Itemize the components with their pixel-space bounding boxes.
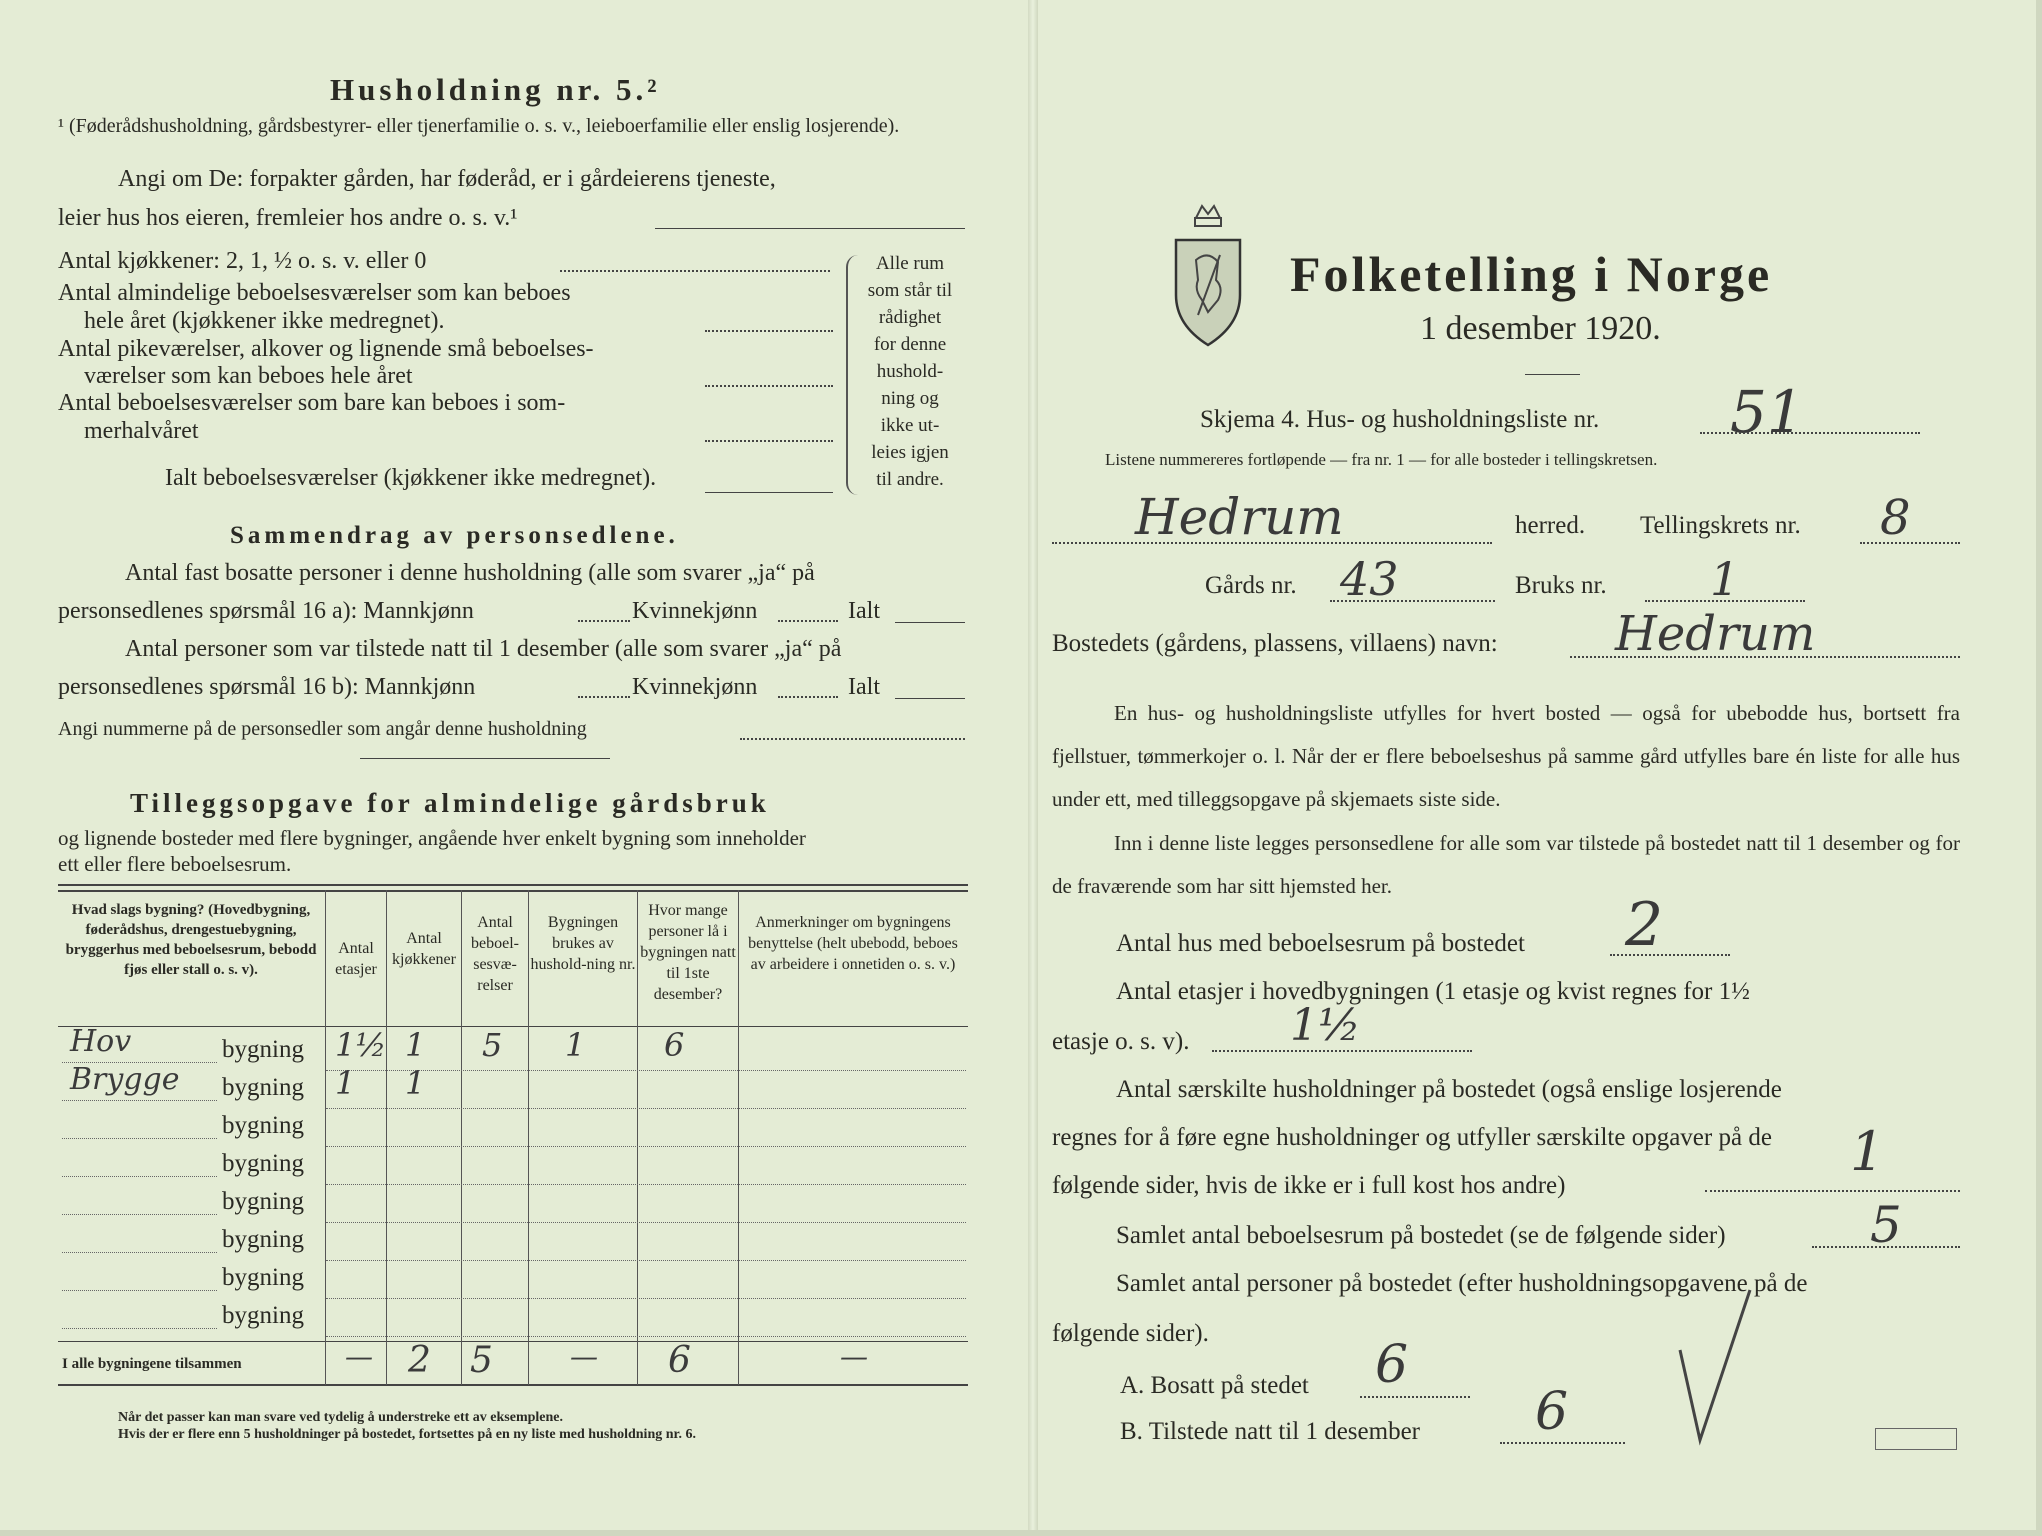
kjokkener-label: Antal kjøkkener: 2, 1, ½ o. s. v. eller 0 (58, 248, 427, 274)
note-line: ning og (881, 388, 939, 409)
row-dots (62, 1290, 217, 1291)
total-label: I alle bygningene tilsammen (62, 1356, 242, 1372)
skjema-number: 51 (1730, 378, 1804, 446)
footnote-2: Hvis der er flere enn 5 husholdninger på bostedet, fortsettes på en ny liste med husholdning nr. 6. (118, 1427, 696, 1442)
sarskilte-3: følgende sider, hvis de ikke er i full kost hos andre) (1052, 1172, 1566, 1199)
bosatt-value: 6 (1375, 1335, 1409, 1395)
pike-line-1: Antal pikeværelser, alkover og lignende små beboelses- (58, 336, 594, 362)
hus-line (1610, 954, 1730, 956)
building-row-label: bygning (222, 1150, 304, 1177)
bruks-label: Bruks nr. (1515, 572, 1607, 599)
building-table (58, 878, 968, 1388)
header-husholdning: Bygningen brukes av hushold-ning nr. (530, 914, 636, 973)
total-husholdning: — (570, 1340, 598, 1373)
divider-1 (360, 758, 610, 759)
building-row-label: bygning (222, 1226, 304, 1253)
tillegg-line-2: ett eller flere beboelsesrum. (58, 852, 292, 876)
table-top-line (58, 884, 968, 886)
checkmark-icon (1670, 1280, 1760, 1460)
bosted-label: Bostedets (gårdens, plassens, villaens) navn: (1052, 630, 1498, 657)
ialt-answer-a (895, 622, 965, 623)
header-anmerkninger: Anmerkninger om bygningens benyttelse (helt ubebodd, beboes av arbeidere i onnetiden o. s. v.) (748, 914, 958, 973)
page-fold (1028, 0, 1038, 1536)
mann-answer-b (578, 696, 630, 698)
row-dots (62, 1138, 217, 1139)
cell-personer: 6 (664, 1026, 685, 1064)
building-row-label: bygning (222, 1264, 304, 1291)
alm-line-1: Antal almindelige beboelsesværelser som kan beboes (58, 280, 571, 306)
etasjer-line (1212, 1050, 1472, 1052)
tilstede-value: 6 (1535, 1382, 1569, 1442)
gards-label: Gårds nr. (1205, 572, 1297, 599)
sarskilte-2: regnes for å føre egne husholdninger og utfyller særskilte opgaver på de (1052, 1124, 1772, 1151)
tillegg-title: Tilleggsopgave for almindelige gårdsbruk (130, 788, 770, 818)
printer-stamp (1875, 1428, 1957, 1450)
row-dots (62, 1328, 217, 1329)
bosted-line (1570, 656, 1960, 658)
building-row-label: bygning (222, 1302, 304, 1329)
note-line: rådighet (878, 307, 942, 328)
cell-vaerelser: 5 (482, 1026, 503, 1064)
samlet-rum-label: Samlet antal beboelsesrum på bostedet (se de følgende sider) (1116, 1222, 1726, 1249)
building-row-label: bygning (222, 1074, 304, 1101)
hus-value: 2 (1625, 890, 1664, 960)
krets-value: 8 (1880, 490, 1911, 546)
sommer-line-2: merhalvåret (84, 418, 199, 444)
ialt-answer-b (895, 698, 965, 699)
tilstede-line (1500, 1442, 1625, 1444)
bosatt-line (1360, 1396, 1470, 1398)
form-date: 1 desember 1920. (1420, 310, 1661, 347)
total-anm: — (840, 1340, 868, 1373)
tillegg-line-1: og lignende bosteder med flere bygninger, angående hver enkelt bygning som inneholder (58, 826, 806, 850)
instruction-2: Inn i denne liste legges personsedlene for alle som var tilstede på bostedet natt til 1 desember og for de fraværende som har sitt hjemsted her. (1052, 831, 1960, 898)
sommer-line-1: Antal beboelsesværelser som bare kan beboes i som- (58, 390, 566, 416)
header-etasjer: Antal etasjer (335, 940, 377, 978)
instruction-1: En hus- og husholdningsliste utfylles for hvert bosted — også for ubebodde hus, bortsett fra fjellstuer, tømmerkojer o. l. Når der er flere beboelseshus på samme gård utfylles bare én liste for alle hus under ett, med tilleggsopgave på skjemaets siste side. (1052, 701, 1960, 811)
summary-line-1: Antal fast bosatte personer i denne husholdning (alle som svarer „ja“ på (125, 560, 815, 586)
total-kjokkener: 2 (408, 1340, 431, 1381)
row-dots (326, 1108, 966, 1109)
cell-etasjer: 1½ (335, 1026, 387, 1064)
summary-line-5: Angi nummerne på de personsedler som angår denne husholdning (58, 718, 587, 740)
bosted-value: Hedrum (1615, 606, 1816, 662)
row-dots (326, 1260, 966, 1261)
pike-answer (705, 385, 833, 387)
page-edge-bottom (0, 1530, 2042, 1536)
table-top-line-2 (58, 890, 968, 892)
header-building-type (62, 900, 320, 980)
total-personer: 6 (668, 1340, 691, 1381)
note-line: til andre. (876, 469, 944, 490)
cell-kjokkener: 1 (405, 1026, 426, 1064)
gards-line (1330, 600, 1495, 602)
total-vaerelser: 5 (470, 1340, 493, 1381)
note-line: leies igjen (871, 442, 949, 463)
household-title: Husholdning nr. 5.² (330, 72, 661, 107)
cell-etasjer: 1 (335, 1064, 356, 1102)
header-building-type-text: Hvad slags bygning? (Hovedbygning, føderådshus, drengestuebygning, bryggerhus med beboelsesrum, bebodd fjøs eller stall o. s. v). (65, 902, 317, 978)
angi-answer-line (655, 228, 965, 229)
bruks-line (1645, 600, 1805, 602)
sarskilte-1: Antal særskilte husholdninger på bostedet (også enslige losjerende (1116, 1076, 1782, 1103)
mann-answer-a (578, 620, 630, 622)
summary-line-2b: Kvinnekjønn (632, 598, 758, 624)
building-name: Hov (70, 1024, 132, 1059)
page-edge (2036, 0, 2042, 1536)
listene-note: Listene nummereres fortløpende — fra nr. 1 — for alle bosteder i tellingskretsen. (1105, 450, 1658, 469)
row-dots (326, 1336, 966, 1337)
cell-husholdning: 1 (565, 1026, 586, 1064)
summary-line-4a: personsedlenes spørsmål 16 b): Mannkjønn (58, 674, 476, 700)
building-row-label: bygning (222, 1112, 304, 1139)
norwegian-coat-of-arms-icon (1168, 200, 1248, 350)
bosatt-label: A. Bosatt på stedet (1120, 1372, 1309, 1399)
pike-line-2: værelser som kan beboes hele året (84, 363, 413, 389)
form-title: Folketelling i Norge (1290, 246, 1773, 302)
summary-title: Sammendrag av personsedlene. (230, 522, 679, 549)
row-dots (326, 1222, 966, 1223)
table-bottom-line (58, 1384, 968, 1386)
samlet-rum-value: 5 (1870, 1196, 1902, 1254)
etasjer-label-1: Antal etasjer i hovedbygningen (1 etasje og kvist regnes for 1½ (1116, 978, 1750, 1005)
row-dots (62, 1176, 217, 1177)
table-header-line (58, 1026, 968, 1027)
summary-line-2c: Ialt (848, 598, 880, 624)
samlet-rum-line (1812, 1246, 1960, 1248)
herred-value: Hedrum (1135, 488, 1344, 546)
row-dots (62, 1214, 217, 1215)
nummer-answer (740, 738, 965, 740)
summary-line-2a: personsedlenes spørsmål 16 a): Mannkjønn (58, 598, 474, 624)
herred-label: herred. (1515, 512, 1586, 539)
row-dots (62, 1100, 217, 1101)
col-sep (738, 890, 739, 1385)
samlet-pers-1: Samlet antal personer på bostedet (efter husholdningsopgavene på de (1116, 1270, 1808, 1297)
note-line: ikke ut- (880, 415, 940, 436)
note-line: som står til (867, 280, 953, 301)
etasjer-value: 1½ (1290, 1000, 1361, 1051)
summary-line-3: Antal personer som var tilstede natt til 1 desember (alle som svarer „ja“ på (125, 636, 842, 662)
angi-line-2: leier hus hos eieren, fremleier hos andre o. s. v.¹ (58, 205, 518, 231)
header-kjokkener: Antal kjøkkener (392, 930, 456, 968)
tilstede-label: B. Tilstede natt til 1 desember (1120, 1418, 1420, 1445)
row-dots (326, 1146, 966, 1147)
note-line: for denne (873, 334, 947, 355)
total-etasjer: — (345, 1340, 373, 1373)
bruks-value: 1 (1710, 552, 1740, 606)
samlet-pers-2: følgende sider). (1052, 1320, 1209, 1347)
table-total-line (58, 1341, 968, 1342)
ialt-answer (705, 492, 833, 493)
ialt-label: Ialt beboelsesværelser (kjøkkener ikke medregnet). (165, 465, 657, 491)
cell-kjokkener: 1 (405, 1064, 426, 1102)
row-dots (62, 1252, 217, 1253)
note-line: Alle rum (875, 253, 945, 274)
alm-line-2: hele året (kjøkkener ikke medregnet). (84, 308, 445, 334)
rooms-note (855, 250, 965, 493)
krets-label: Tellingskrets nr. (1640, 512, 1801, 539)
hus-label: Antal hus med beboelsesrum på bostedet (1116, 930, 1525, 957)
building-name: Brygge (70, 1062, 180, 1097)
footnote-1: Når det passer kan man svare ved tydelig å understreke ett av eksemplene. (118, 1410, 563, 1425)
building-row-label: bygning (222, 1188, 304, 1215)
summary-line-4c: Ialt (848, 674, 880, 700)
etasjer-label-2: etasje o. s. v). (1052, 1028, 1190, 1055)
gards-value: 43 (1340, 552, 1399, 606)
sommer-answer (705, 440, 833, 442)
building-row-label: bygning (222, 1036, 304, 1063)
header-personer: Hvor mange personer lå i bygningen natt til 1ste desember? (640, 902, 736, 1003)
kjokkener-answer (560, 270, 830, 272)
row-dots (326, 1184, 966, 1185)
header-vaerelser: Antal beboel-sesvæ-relser (471, 914, 519, 994)
household-subtitle: ¹ (Føderådshusholdning, gårdsbestyrer- eller tjenerfamilie o. s. v., leieboerfamilie eller enslig losjerende). (58, 115, 900, 137)
row-dots (326, 1298, 966, 1299)
sarskilte-line (1705, 1190, 1960, 1192)
note-line: hushold- (876, 361, 944, 382)
kvinne-answer-a (778, 620, 838, 622)
skjema-label: Skjema 4. Hus- og husholdningsliste nr. (1200, 406, 1600, 433)
summary-line-4b: Kvinnekjønn (632, 674, 758, 700)
angi-line-1: Angi om De: forpakter gården, har føderåd, er i gårdeierens tjeneste, (118, 166, 776, 192)
skjema-line (1700, 432, 1920, 434)
sarskilte-value: 1 (1850, 1120, 1885, 1183)
alm-answer (705, 330, 833, 332)
herred-line (1052, 542, 1492, 544)
title-rule (1525, 374, 1580, 375)
krets-line (1860, 542, 1960, 544)
kvinne-answer-b (778, 696, 838, 698)
